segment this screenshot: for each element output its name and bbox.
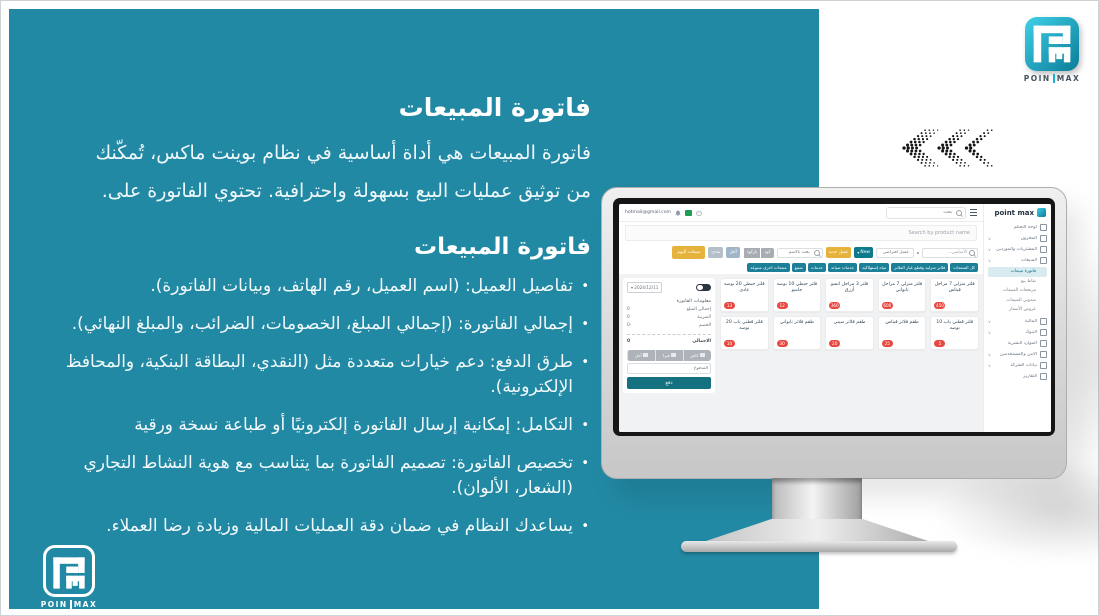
chevron-down-icon: ∨ xyxy=(988,318,991,324)
stock-badge: 20 xyxy=(829,340,840,347)
product-card[interactable] xyxy=(878,316,927,350)
payment-method-option[interactable]: كاش xyxy=(683,350,711,361)
sidebar-item[interactable]: التقارير xyxy=(988,371,1047,382)
separator-dot xyxy=(917,252,919,254)
app-main xyxy=(619,204,983,432)
sidebar-item-sales-invoice[interactable]: فاتورة مبيعات xyxy=(988,267,1047,277)
feature-list-item: • التكامل: إمكانية إرسال الفاتورة إلكترونيًا أو طباعة نسخة ورقية xyxy=(31,413,591,438)
notifications-bell-icon[interactable] xyxy=(675,210,681,216)
payment-method-segment xyxy=(627,350,711,361)
invoice-toolbar xyxy=(619,243,983,262)
monitor-frame xyxy=(601,187,1067,479)
stock-badge: 13 xyxy=(724,302,735,309)
menu-item-icon xyxy=(1040,257,1047,264)
product-card[interactable] xyxy=(720,316,769,350)
pointmax-logo-header xyxy=(1023,17,1081,83)
user-email: hotmail@gmail.com xyxy=(625,210,671,215)
chevron-down-icon: ∨ xyxy=(988,247,991,252)
app-logo-text: point max xyxy=(994,208,1034,217)
hamburger-menu-icon[interactable] xyxy=(970,209,977,216)
pointmax-monogram-icon xyxy=(43,545,95,597)
code-barcode-segment xyxy=(743,248,774,258)
primary-filter-search[interactable]: الأساسي... xyxy=(922,248,978,258)
menu-item-icon xyxy=(1040,351,1047,358)
pos-app-screen xyxy=(619,204,1051,432)
sidebar-subitem[interactable]: مندوبي المبيعات xyxy=(1006,297,1036,303)
category-chip[interactable]: منتجات اخرى متنوعه xyxy=(747,263,789,272)
feature-list xyxy=(31,274,591,539)
product-card[interactable] xyxy=(773,278,822,312)
payment-card-icon xyxy=(643,353,648,357)
invoice-summary-row: الخصم -0 xyxy=(627,323,711,328)
chevron-down-icon: ∨ xyxy=(988,351,991,357)
stock-badge: 5 xyxy=(934,340,945,347)
pointmax-wordmark: POIN MAX xyxy=(40,600,98,609)
new-dropdown-button[interactable]: New ▾ xyxy=(854,247,873,258)
stock-badge: 30 xyxy=(777,340,788,347)
feature-list-item: • يساعدك النظام في ضمان دقة العمليات المالية وزيادة رضا العملاء. xyxy=(31,514,591,539)
stock-badge: 12 xyxy=(777,302,788,309)
sidebar-subitem[interactable]: نقاط بيع xyxy=(1020,278,1036,284)
product-card[interactable] xyxy=(878,278,927,312)
feature-list-item: • تخصيص الفاتورة: تصميم الفاتورة بما يتناسب مع هوية النشاط التجاري (الشعار، الألوان). xyxy=(31,451,591,501)
menu-item-icon xyxy=(1040,224,1047,231)
menu-item-icon xyxy=(1040,318,1047,325)
product-card[interactable] xyxy=(825,316,874,350)
menu-item-icon xyxy=(1040,373,1047,380)
payment-method-option[interactable]: آجل xyxy=(627,350,655,361)
category-chips xyxy=(624,263,978,272)
monitor-stand-foot xyxy=(681,541,957,552)
content-area xyxy=(619,274,983,432)
category-chip[interactable]: كل المنتجات xyxy=(950,263,978,272)
app-sidebar xyxy=(983,204,1051,432)
category-chip[interactable]: مياه إستهلاكيه xyxy=(859,263,889,272)
product-name: فلتر 3 مراحل انسو أزرق xyxy=(830,282,869,294)
payment-card-icon xyxy=(700,353,705,357)
sidebar-item[interactable]: البنوك ∨ xyxy=(988,327,1047,338)
sidebar-item[interactable]: المشتريات والموردين ∨ xyxy=(988,244,1047,255)
sidebar-item[interactable]: المخزون ∨ xyxy=(988,233,1047,244)
menu-item-icon xyxy=(1040,329,1047,336)
payment-method-option[interactable]: فيزا xyxy=(655,350,683,361)
product-card[interactable] xyxy=(720,278,769,312)
pointmax-monogram-icon xyxy=(1025,17,1079,71)
language-flag-badge[interactable] xyxy=(685,210,692,216)
product-name: فلتر قطني ياب 20 بوصه xyxy=(725,320,763,332)
product-name: فلتر منزلي 7 مراحل تايواني xyxy=(882,282,923,294)
chevron-down-icon: ∨ xyxy=(988,362,991,368)
search-icon xyxy=(814,250,820,256)
product-search-bar[interactable]: Search by product name xyxy=(625,225,977,241)
sidebar-subitem[interactable]: مرتجعات المبيعات xyxy=(1002,288,1036,293)
stock-badge: 450 xyxy=(935,303,944,308)
dotted-chevrons-decor xyxy=(901,123,997,173)
category-chip[interactable]: فلاتر منزليه وقطع غيار الفلاتر xyxy=(891,263,948,272)
menu-item-icon xyxy=(1040,246,1047,253)
chevron-down-icon: ∨ xyxy=(988,236,991,241)
product-card[interactable] xyxy=(930,278,979,312)
feature-list-item: • طرق الدفع: دعم خيارات متعددة مثل (النقدي، البطاقة البنكية، والمحافظ الإلكترونية). xyxy=(31,350,591,400)
sidebar-item[interactable]: المالية ∨ xyxy=(988,316,1047,327)
search-icon xyxy=(969,250,975,256)
sidebar-item[interactable]: الموارد البشرية xyxy=(988,338,1047,349)
chevron-down-icon: ∨ xyxy=(988,258,991,263)
payment-card-icon xyxy=(671,353,676,357)
stock-badge: 600 xyxy=(883,303,892,308)
category-chip[interactable]: شمع xyxy=(792,263,806,272)
customer-input[interactable] xyxy=(876,248,914,258)
app-topbar xyxy=(619,204,983,222)
intro-line-2: من توثيق عمليات البيع بسهولة واحترافية. تحتوي الفاتورة على. xyxy=(101,180,591,202)
invoice-info-title: معلومات الفاتورة xyxy=(676,298,711,304)
product-name: فلتر قطني ياب 10 بوصه xyxy=(936,320,974,332)
paid-amount-input[interactable] xyxy=(627,363,711,374)
product-card[interactable] xyxy=(825,278,874,312)
intro-paragraph xyxy=(31,134,591,210)
invoice-panel xyxy=(623,278,715,393)
stock-badge: 25 xyxy=(882,340,893,347)
invoice-summary-row: الضريبة 0 xyxy=(627,315,711,320)
wordmark-separator xyxy=(70,600,72,609)
wordmark-separator xyxy=(1053,74,1055,83)
search-icon xyxy=(956,210,962,216)
menu-item-icon xyxy=(1040,362,1047,369)
sidebar-item[interactable]: الأمن والمستخدمين ∨ xyxy=(988,349,1047,360)
sidebar-item[interactable]: بيانات الشركة ∨ xyxy=(988,360,1047,371)
monitor-bezel xyxy=(613,198,1055,436)
global-search-input[interactable] xyxy=(886,207,966,219)
feature-list-item: • تفاصيل العميل: (اسم العميل، رقم الهاتف، وبيانات الفاتورة). xyxy=(31,274,591,299)
sidebar-menu xyxy=(984,221,1051,383)
power-icon[interactable] xyxy=(696,210,702,216)
menu-item-icon xyxy=(1040,340,1047,347)
product-name: طقم فلاتر تايواني xyxy=(779,320,814,325)
invoice-summary-row: إجمالي المبلغ 0 xyxy=(627,307,711,312)
sidebar-item[interactable]: المبيعات ∨ xyxy=(988,255,1047,266)
code-segment-button[interactable]: كود xyxy=(760,248,773,258)
menu-item-icon xyxy=(1040,235,1047,242)
feature-list-item: • إجمالي الفاتورة: (إجمالي المبلغ، الخصومات، الضرائب، والمبلغ النهائي). xyxy=(31,312,591,337)
barcode-segment-button[interactable]: باركود xyxy=(743,248,761,258)
product-grid xyxy=(720,278,979,428)
sidebar-subitem[interactable]: عروض الأسعار xyxy=(1009,307,1036,312)
section-title: فاتورة المبيعات xyxy=(413,234,591,260)
product-name: فلتر منزلي 7 مراحل فيتاس xyxy=(934,282,975,294)
pointmax-wordmark: POIN MAX xyxy=(1023,74,1081,83)
pointmax-logo-footer xyxy=(39,545,99,609)
pay-button[interactable]: دفع xyxy=(627,377,711,389)
chevron-down-icon: ∨ xyxy=(988,329,991,335)
name-search-input[interactable] xyxy=(777,248,823,258)
today-sales-button[interactable]: مبيعات اليوم xyxy=(672,246,705,259)
app-logo-icon xyxy=(1037,208,1046,217)
invoice-total-row: الاجمالي 0 xyxy=(627,339,711,344)
monitor-mockup xyxy=(601,187,1071,553)
category-chip[interactable]: خدمات xyxy=(808,263,826,272)
product-name: طقم فلاتر صيني xyxy=(833,320,866,325)
product-name: فلتر حيطي 10 بوصه جامبو xyxy=(776,282,818,294)
app-logo xyxy=(984,204,1051,221)
sidebar-item[interactable]: لوحة التحكم xyxy=(988,222,1047,233)
invoice-toggle[interactable] xyxy=(696,284,711,292)
product-card[interactable] xyxy=(930,316,979,350)
stock-badge: 360 xyxy=(830,303,839,308)
date-select[interactable]: 2024/12/11 ▾ xyxy=(627,282,662,293)
credit-button[interactable]: آجل xyxy=(726,247,739,258)
dashed-divider xyxy=(627,334,711,335)
category-chip[interactable]: خدمات صيانه xyxy=(828,263,857,272)
new-customer-button[interactable]: عميل جديد xyxy=(826,247,852,258)
stock-badge: 10 xyxy=(724,340,735,347)
sales-submenu xyxy=(988,267,1047,315)
product-name: فلتر حيطي 20 بوصه عادي xyxy=(724,282,765,294)
slide-content xyxy=(31,93,591,552)
page-title: فاتورة المبيعات xyxy=(398,93,591,122)
product-card[interactable] xyxy=(773,316,822,350)
product-name: طقم فلاتر فيتاس xyxy=(885,320,919,325)
cash-button[interactable]: نقدي xyxy=(708,247,723,258)
intro-line-1: فاتورة المبيعات هي أداة أساسية في نظام بوينت ماكس، تُمكّنك xyxy=(95,142,591,164)
invoice-panel-header xyxy=(627,282,711,293)
